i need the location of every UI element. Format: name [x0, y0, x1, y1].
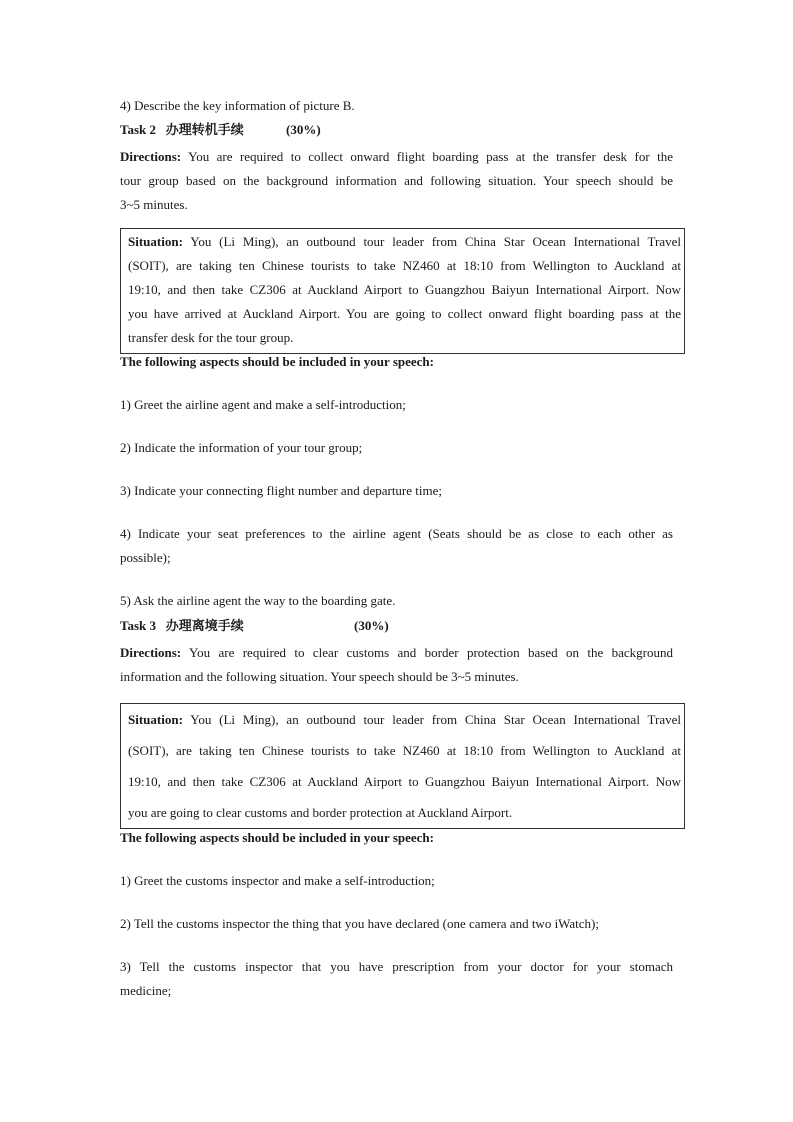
task2-situation-line-1: Situation: You (Li Ming), an outbound tour leader from China Star Ocean International Travel	[128, 234, 681, 249]
task2-situation-box	[120, 228, 685, 354]
task3-aspects-heading: The following aspects should be included in your speech:	[120, 830, 434, 845]
task3-percent: (30%)	[354, 618, 389, 633]
task2-directions-label: Directions:	[120, 149, 182, 164]
task2-item-5: 5) Ask the airline agent the way to the boarding gate.	[120, 593, 396, 608]
task2-directions-line-3: 3~5 minutes.	[120, 197, 188, 212]
task3-item-3-cont: medicine;	[120, 983, 172, 998]
task2-label: Task 2	[120, 122, 157, 137]
task3-item-1: 1) Greet the customs inspector and make a self-introduction;	[120, 873, 435, 888]
task3-situation-box	[120, 703, 685, 829]
task2-situation-line-2: (SOIT), are taking ten Chinese tourists to take NZ460 at 18:10 from Wellington to Auckland at	[128, 258, 681, 273]
task2-item-3: 3) Indicate your connecting flight number and departure time;	[120, 483, 442, 498]
task3-item-2: 2) Tell the customs inspector the thing that you have declared (one camera and two iWatch);	[120, 916, 600, 931]
task3-item-3: 3) Tell the customs inspector that you have prescription from your doctor for your stomach	[120, 959, 673, 974]
task3-situation-line-3: 19:10, and then take CZ306 at Auckland Airport to Guangzhou Baiyun International Airport. Now	[128, 774, 681, 789]
task3-directions-line-1: Directions: You are required to clear customs and border protection based on the background	[120, 645, 673, 660]
task2-item-4: 4) Indicate your seat preferences to the airline agent (Seats should be as close to each other as	[120, 526, 673, 541]
task2-situation-line-4: you have arrived at Auckland Airport. You are going to collect onward flight boarding pass at the	[128, 306, 681, 321]
task3-directions-label: Directions:	[120, 645, 182, 660]
task3-situation-line-4: you are going to clear customs and border protection at Auckland Airport.	[128, 805, 513, 820]
task3-cn-title: 办理离境手续	[165, 618, 244, 633]
task3-label: Task 3	[120, 618, 157, 633]
task2-directions-line-1: Directions: You are required to collect onward flight boarding pass at the transfer desk for the	[120, 149, 673, 164]
task3-directions-line-2: information and the following situation. Your speech should be 3~5 minutes.	[120, 669, 519, 684]
task3-situation-label: Situation:	[128, 712, 183, 727]
task2-directions-line-2: tour group based on the background information and following situation. Your speech should be	[120, 173, 673, 188]
task2-heading	[120, 118, 673, 142]
intro-item: 4) Describe the key information of picture B.	[120, 98, 355, 113]
task2-cn-title: 办理转机手续	[165, 122, 244, 137]
task2-percent: (30%)	[286, 122, 321, 137]
task2-situation-line-5: transfer desk for the tour group.	[128, 330, 294, 345]
task2-item-1: 1) Greet the airline agent and make a self-introduction;	[120, 397, 406, 412]
task2-item-4-cont: possible);	[120, 550, 171, 565]
task3-situation-line-2: (SOIT), are taking ten Chinese tourists to take NZ460 at 18:10 from Wellington to Auckland at	[128, 743, 681, 758]
task3-heading	[120, 614, 673, 638]
task3-situation-line-1: Situation: You (Li Ming), an outbound tour leader from China Star Ocean International Travel	[128, 712, 681, 727]
task2-item-2: 2) Indicate the information of your tour group;	[120, 440, 363, 455]
task2-situation-line-3: 19:10, and then take CZ306 at Auckland Airport to Guangzhou Baiyun International Airport. Now	[128, 282, 681, 297]
task2-situation-label: Situation:	[128, 234, 183, 249]
task2-aspects-heading: The following aspects should be included in your speech:	[120, 354, 434, 369]
